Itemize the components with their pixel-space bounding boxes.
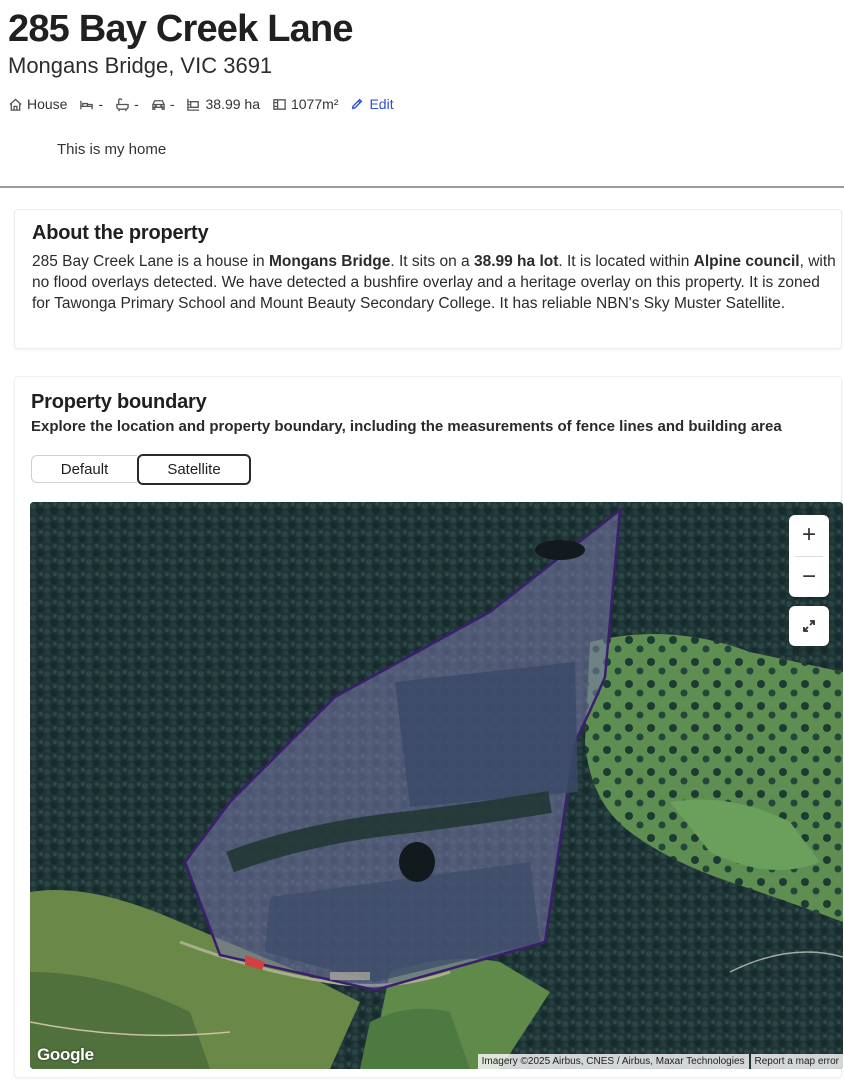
feature-parking	[151, 96, 175, 112]
bathrooms-value: -	[134, 96, 139, 112]
zoom-out-button[interactable]: −	[801, 562, 816, 590]
google-logo: Google	[37, 1045, 94, 1064]
about-card	[14, 209, 842, 349]
property-features	[8, 94, 394, 114]
page-title: 285 Bay Creek Lane	[8, 8, 353, 50]
feature-bedrooms	[79, 96, 103, 112]
default-map-button[interactable]: Default	[31, 455, 137, 483]
report-map-error-link[interactable]: Report a map error	[751, 1054, 843, 1069]
satellite-imagery	[30, 502, 843, 1069]
property-note: This is my home	[57, 141, 167, 158]
land-size-value: 38.99 ha	[205, 96, 260, 112]
about-text-3: . It is located within	[558, 253, 694, 270]
about-suburb: Mongans Bridge	[268, 253, 391, 270]
feature-bathrooms	[115, 96, 139, 112]
car-icon	[151, 97, 166, 112]
floor-area-icon	[272, 97, 287, 112]
about-heading: About the property	[32, 222, 209, 244]
house-icon	[8, 97, 23, 112]
bedrooms-value: -	[98, 96, 104, 112]
feature-type	[8, 96, 67, 112]
fullscreen-button[interactable]	[789, 606, 829, 646]
satellite-map[interactable]	[30, 502, 843, 1069]
about-text-4: , with no flood overlays detected. We have detected a bushfire overlay and a heritage overlay on this property. It is zoned for Tawonga Primary School and Mount Beauty Secondary College. It has reliable NBN's Sky Muster Satellite.	[32, 253, 836, 312]
zoom-control	[789, 515, 829, 597]
edit-label: Edit	[369, 96, 394, 112]
pencil-icon	[350, 97, 364, 111]
floor-area-value: 1077m²	[290, 96, 339, 112]
imagery-attribution: Imagery ©2025 Airbus, CNES / Airbus, Maxar Technologies	[478, 1054, 749, 1069]
address-subtitle: Mongans Bridge, VIC 3691	[8, 53, 273, 78]
map-type-toggle	[31, 455, 251, 485]
feature-land-size	[186, 96, 260, 112]
about-text-2: . It sits on a	[390, 253, 474, 270]
edit-button[interactable]	[350, 96, 393, 112]
about-council: Alpine council	[693, 253, 800, 270]
zoom-in-button[interactable]: +	[801, 521, 816, 549]
about-text-1: 285 Bay Creek Lane is a house in	[32, 253, 269, 270]
map-attribution	[478, 1054, 843, 1069]
satellite-map-button[interactable]: Satellite	[137, 454, 251, 485]
bed-icon	[79, 97, 94, 112]
feature-type-label: House	[27, 96, 68, 112]
about-lot-size: 38.99 ha lot	[473, 253, 559, 270]
land-size-icon	[186, 97, 201, 112]
bath-icon	[115, 97, 130, 112]
boundary-heading: Property boundary	[31, 391, 207, 413]
parking-value: -	[169, 96, 175, 112]
fullscreen-icon	[801, 618, 817, 634]
feature-floor-area	[272, 96, 338, 112]
boundary-subheading: Explore the location and property boundary, including the measurements of fence lines and building area	[31, 418, 782, 435]
divider	[0, 186, 844, 188]
about-description	[32, 251, 838, 314]
